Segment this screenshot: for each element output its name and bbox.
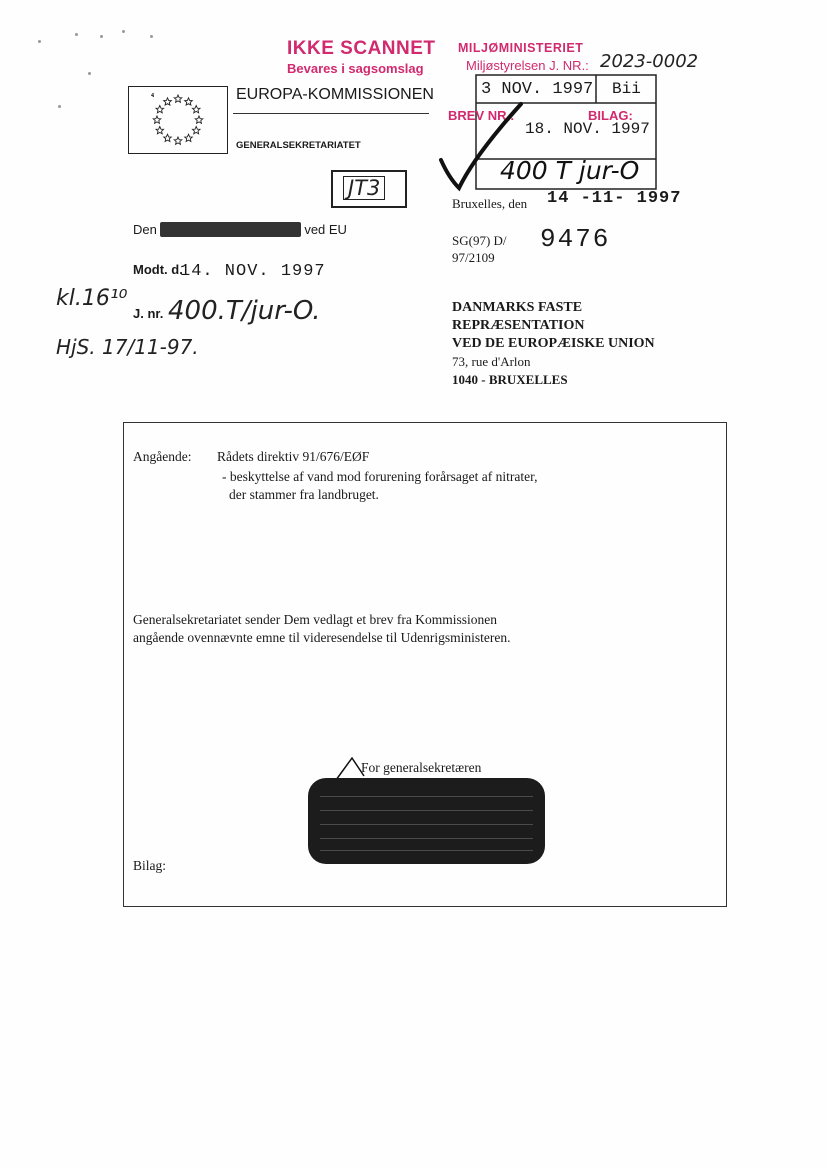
address-line: DANMARKS FASTE [452,300,583,315]
ministry-jnr-label: Miljøstyrelsen J. NR.: [466,58,589,73]
representation-name: Danske Repræsentation [160,222,301,237]
received-date-1: 3 NOV. 1997 [481,80,594,99]
jnr-label: J. nr. [133,306,164,321]
redaction-stroke [320,824,533,825]
modt-label: Modt. d. [133,262,183,277]
address-line: 73, rue d'Arlon [452,354,531,369]
scan-speck [58,105,61,108]
scan-speck [100,35,103,38]
subject-label: Angående: [133,449,192,464]
organisation-name: EUROPA-KOMMISSIONEN [236,86,434,103]
redaction-stroke [320,796,533,797]
body-text: Generalsekretariatet sender Dem vedlagt et brev fra Kommissionen [133,612,497,627]
scan-speck [122,30,125,33]
eu-flag-logo [128,86,228,154]
redaction-stroke [320,850,533,851]
ikke-scannet-stamp: IKKE SCANNET [287,38,436,59]
jnr-handwritten: 400.T/jur-O. [168,296,321,326]
scan-speck [150,35,153,38]
address-line: 1040 - BRUXELLES [452,372,568,387]
sg-reference: SG(97) D/ [452,233,507,248]
letter-date: 14 -11- 1997 [547,189,682,208]
letterhead-divider [233,113,429,114]
place-date-label: Bruxelles, den [452,196,528,211]
address-line: REPRÆSENTATION [452,318,585,333]
time-handwritten: kl.16¹⁰ [56,286,128,311]
jt3-stamp-text: JT3 [343,176,385,200]
received-bii: Bii [612,80,641,98]
subject-line: Rådets direktiv 91/676/EØF [217,449,370,464]
brev-nr-label: BREV NR.: [448,108,515,123]
initials-handwritten: HjS. 17/11-97. [56,335,199,359]
subject-line: der stammer fra landbruget. [229,487,379,502]
representation-stamp [133,222,347,237]
department-name: GENERALSEKRETARIATET [236,140,361,151]
jt3-stamp [331,170,407,208]
redaction-stroke [320,838,533,839]
bilag-stamp-label: BILAG: [588,108,633,123]
signature-label: For generalsekretæren [361,760,482,775]
representation-prefix: Den [133,222,157,237]
attachments-label: Bilag: [133,858,166,873]
scan-speck [75,33,78,36]
bevares-stamp: Bevares i sagsomslag [287,61,424,76]
address-line: VED DE EUROPÆISKE UNION [452,336,655,351]
stamp-handwritten-code: 400 T jur-O [500,156,640,185]
representation-suffix: ved EU [304,222,347,237]
ministry-stamp-title: MILJØMINISTERIET [458,41,584,55]
scan-speck [38,40,41,43]
subject-line: - beskyttelse af vand mod forurening forårsaget af nitrater, [222,469,538,484]
redaction-stroke [320,810,533,811]
modt-date: 14. NOV. 1997 [180,262,326,281]
sg-number: 9476 [540,224,611,254]
received-date-2: 18. NOV. 1997 [525,120,650,138]
eu-stars-icon [151,93,205,147]
ministry-jnr-handwritten: 2023-0002 [600,51,699,72]
redacted-signature [308,778,545,864]
checkmark-icon [435,100,525,195]
sg-reference-2: 97/2109 [452,250,495,265]
body-text: angående ovennævnte emne til videresendelse til Udenrigsministeren. [133,630,511,645]
scan-speck [88,72,91,75]
